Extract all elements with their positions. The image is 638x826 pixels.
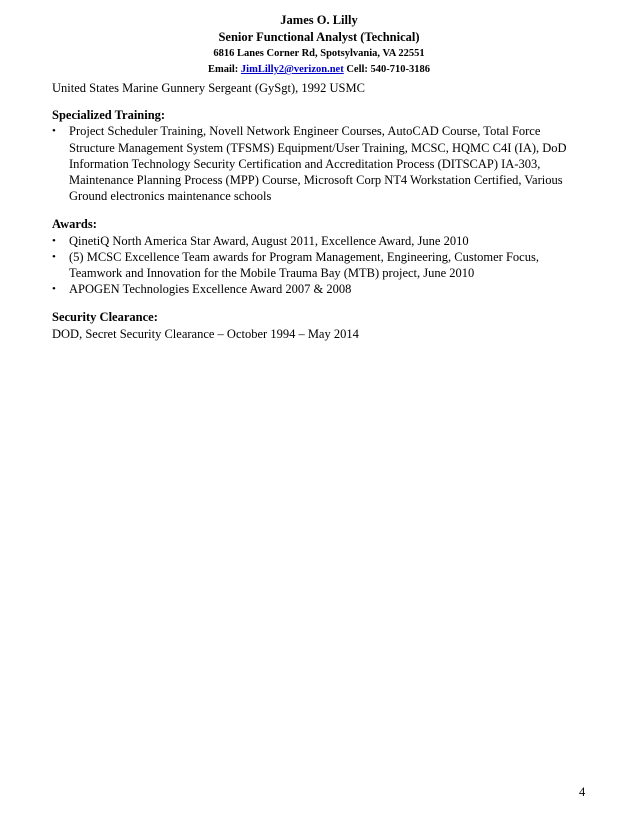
training-line: Maintenance Planning Process (MPP) Course, Microsoft Corp NT4 Workstation Certified, Various	[69, 173, 563, 188]
clearance-text: DOD, Secret Security Clearance – October 1994 – May 2014	[52, 326, 359, 341]
cell-phone: Cell: 540-710-3186	[346, 64, 431, 75]
award-line: APOGEN Technologies Excellence Award 2007 & 2008	[69, 282, 352, 297]
training-line: Information Technology Security Certification and Accreditation Process (DITSCAP) IA-303,	[69, 156, 541, 171]
training-item	[52, 123, 592, 204]
training-line: Structure Management System (TFSMS) Equipment/User Training, MCSC, HQMC C4I (IA), DoD	[69, 140, 567, 155]
resume-body	[52, 80, 592, 342]
section-heading-awards: Awards:	[52, 217, 97, 232]
email-label: Email:	[207, 64, 239, 75]
award-item	[52, 281, 592, 297]
intro-line: United States Marine Gunnery Sergeant (GySgt), 1992 USMC	[52, 81, 365, 95]
email-link[interactable]: JimLilly2@verizon.net	[240, 64, 344, 75]
bullet-icon: •	[52, 125, 56, 138]
candidate-title: Senior Functional Analyst (Technical)	[218, 30, 420, 44]
award-line: Teamwork and Innovation for the Mobile Trauma Bay (MTB) project, June 2010	[69, 266, 475, 281]
bullet-icon: •	[52, 250, 56, 263]
page-number: 4	[579, 785, 586, 799]
bullet-icon: •	[52, 283, 56, 296]
candidate-address: 6816 Lanes Corner Rd, Spotsylvania, VA 22551	[213, 48, 425, 59]
section-heading-clearance: Security Clearance:	[52, 310, 158, 325]
award-line: QinetiQ North America Star Award, August 2011, Excellence Award, June 2010	[69, 233, 469, 248]
award-line: (5) MCSC Excellence Team awards for Program Management, Engineering, Customer Focus,	[69, 249, 539, 264]
award-item	[52, 233, 592, 249]
training-list	[52, 123, 592, 204]
resume-header	[0, 12, 638, 78]
candidate-name: James O. Lilly	[280, 13, 358, 27]
award-item	[52, 249, 592, 281]
awards-list	[52, 233, 592, 298]
training-line: Project Scheduler Training, Novell Network Engineer Courses, AutoCAD Course, Total Force	[69, 124, 541, 139]
contact-line	[0, 62, 638, 78]
training-line: Ground electronics maintenance schools	[69, 189, 272, 204]
section-heading-training: Specialized Training:	[52, 108, 166, 123]
bullet-icon: •	[52, 234, 56, 247]
